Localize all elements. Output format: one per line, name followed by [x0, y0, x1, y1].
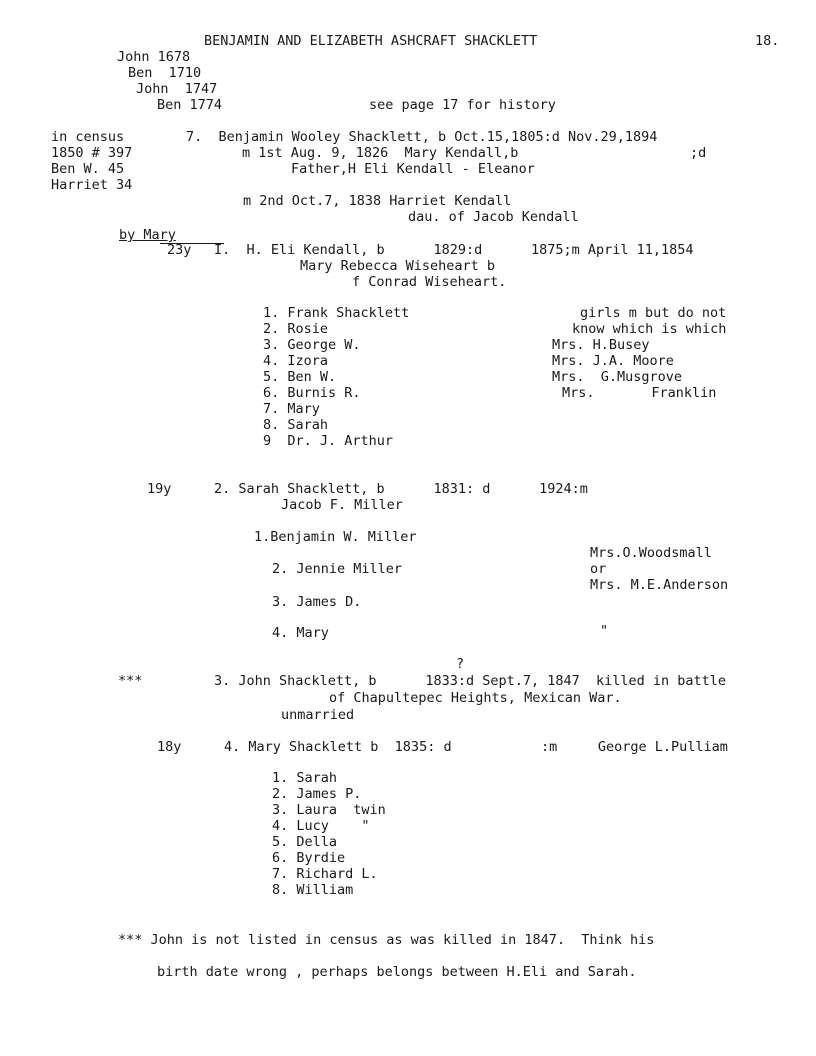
grandchild-item: 3. George W. — [263, 337, 361, 353]
lineage-line: Ben 1774 — [157, 97, 223, 113]
census-line: 1850 # 397 — [51, 145, 133, 161]
child-entry-line: Jacob F. Miller — [281, 497, 403, 513]
census-line: Harriet 34 — [51, 177, 133, 193]
girls-note: Mrs. G.Musgrove — [552, 369, 683, 385]
page-number: 18. — [755, 33, 780, 49]
grandchild-item: 3. James D. — [272, 594, 362, 610]
grandchild-item: 7. Richard L. — [272, 866, 378, 882]
child-entry-line: of Chapultepec Heights, Mexican War. — [329, 690, 622, 706]
lineage-line: Ben 1710 — [128, 65, 202, 81]
grandchild-item: 5. Ben W. — [263, 369, 337, 385]
grandchild-item: 2. Rosie — [263, 321, 329, 337]
main-entry-line: Father,H Eli Kendall - Eleanor — [291, 161, 535, 177]
girls-note: girls m but do not — [580, 305, 727, 321]
footnote-line: *** John is not listed in census as was killed in 1847. Think his — [118, 932, 655, 948]
lineage-line: John 1678 — [117, 49, 191, 65]
ditto-mark: " — [600, 623, 609, 639]
page-title: BENJAMIN AND ELIZABETH ASHCRAFT SHACKLETT — [204, 33, 538, 49]
by-mary-label: by Mary — [119, 227, 176, 243]
footnote-line: birth date wrong , perhaps belongs between H.Eli and Sarah. — [157, 964, 637, 980]
child-entry-line: 2. Sarah Shacklett, b 1831: d 1924:m — [214, 481, 588, 497]
grandchild-item: 2. Jennie Miller — [272, 561, 403, 577]
grandchild-item: 1. Frank Shacklett — [263, 305, 410, 321]
child-entry-line: 4. Mary Shacklett b 1835: d :m George L.Pulliam — [224, 739, 728, 755]
grandchild-item: 6. Byrdie — [272, 850, 346, 866]
question-mark: ? — [456, 656, 465, 672]
child-entry-line: f Conrad Wiseheart. — [352, 274, 507, 290]
grandchild-item: 5. Della — [272, 834, 338, 850]
main-entry-line: m 1st Aug. 9, 1826 Mary Kendall,b — [242, 145, 519, 161]
grandchild-item: 2. James P. — [272, 786, 362, 802]
main-entry-line: 7. Benjamin Wooley Shacklett, b Oct.15,1805:d Nov.29,1894 — [186, 129, 658, 145]
grandchild-item: 1.Benjamin W. Miller — [254, 529, 417, 545]
grandchild-item: 6. Burnis R. — [263, 385, 361, 401]
girls-note: know which is which — [572, 321, 727, 337]
child-entry-line: unmarried — [281, 707, 355, 723]
spouse-note: Mrs. M.E.Anderson — [590, 577, 729, 593]
grandchild-item: 4. Mary — [272, 625, 329, 641]
girls-note: Mrs. J.A. Moore — [552, 353, 674, 369]
grandchild-item: 8. Sarah — [263, 417, 329, 433]
grandchild-item: 8. William — [272, 882, 354, 898]
asterisk-mark: *** — [118, 673, 143, 689]
spouse-note: or — [590, 561, 607, 577]
child-age: 19y — [147, 481, 172, 497]
grandchild-item: 9 Dr. J. Arthur — [263, 433, 394, 449]
census-line: in census — [51, 129, 125, 145]
grandchild-item: 4. Lucy " — [272, 818, 370, 834]
grandchild-item: 4. Izora — [263, 353, 329, 369]
main-entry-line: dau. of Jacob Kendall — [408, 209, 579, 225]
girls-note: Mrs. H.Busey — [552, 337, 650, 353]
grandchild-item: 3. Laura twin — [272, 802, 386, 818]
child-entry-line: I. H. Eli Kendall, b 1829:d 1875;m April 11,1854 — [214, 242, 694, 258]
grandchild-item: 1. Sarah — [272, 770, 338, 786]
main-entry-line: m 2nd Oct.7, 1838 Harriet Kendall — [243, 193, 512, 209]
history-note: see page 17 for history — [369, 97, 556, 113]
spouse-note: Mrs.O.Woodsmall — [590, 545, 712, 561]
grandchild-item: 7. Mary — [263, 401, 320, 417]
child-entry-line: 3. John Shacklett, b 1833:d Sept.7, 1847 killed in battle — [214, 673, 727, 689]
main-entry-death: ;d — [690, 145, 707, 161]
census-line: Ben W. 45 — [51, 161, 125, 177]
child-age: 18y — [157, 739, 182, 755]
girls-note: Mrs. Franklin — [562, 385, 717, 401]
child-age: 23y — [167, 242, 192, 258]
child-entry-line: Mary Rebecca Wiseheart b — [300, 258, 496, 274]
lineage-line: John 1747 — [136, 81, 218, 97]
